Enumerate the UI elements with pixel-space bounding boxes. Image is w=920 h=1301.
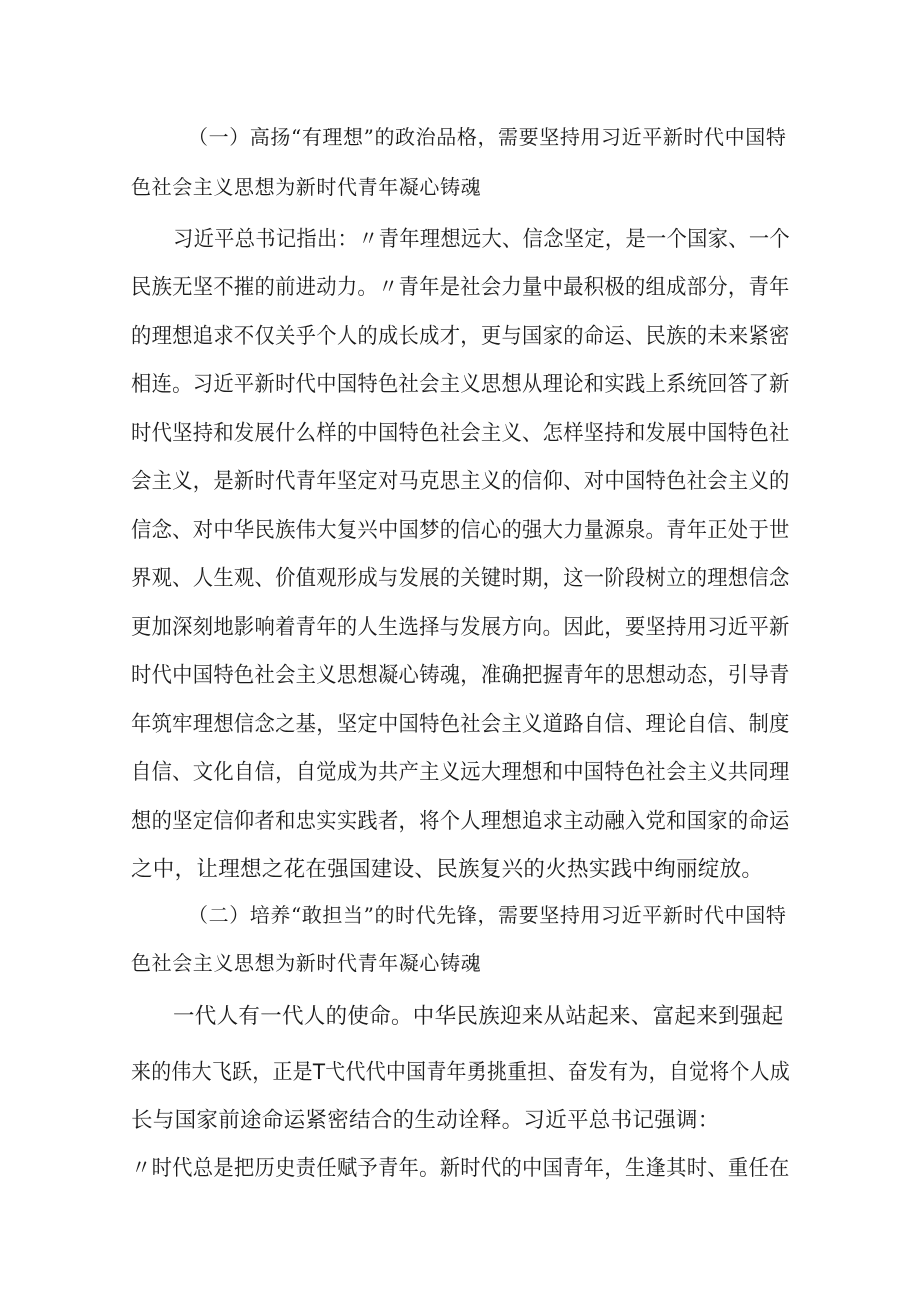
section-1-body-line-7: 信念、对中华民族伟大复兴中国梦的信心的强大力量源泉。青年正处于世 xyxy=(131,518,790,543)
section-2-body-line-1: 一代人有一代人的使命。中华民族迎来从站起来、富起来到强起 xyxy=(173,1004,784,1029)
section-1-heading-line-1: （一）高扬“有理想”的政治品格，需要坚持用习近平新时代中国特 xyxy=(188,125,787,149)
section-2-body-line-3: 长与国家前途命运紧密结合的生动诠释。习近平总书记强调： xyxy=(131,1108,720,1133)
section-1-body-line-8: 界观、人生观、价值观形成与发展的关键时期，这一阶段树立的理想信念 xyxy=(131,566,790,591)
section-1-body-line-2: 民族无坚不摧的前进动力。〃青年是社会力量中最积极的组成部分，青年 xyxy=(131,275,790,300)
section-2-heading-line-2: 色社会主义思想为新时代青年凝心铸魂 xyxy=(131,951,482,975)
section-1-body-line-11: 年筑牢理想信念之基，坚定中国特色社会主义道路自信、理论自信、制度 xyxy=(131,712,790,737)
section-2-body-line-2: 来的伟大飞跃，正是T弋代代中国青年勇挑重担、奋发有为，自觉将个人成 xyxy=(131,1060,791,1085)
section-1-body-line-3: 的理想追求不仅关乎个人的成长成才，更与国家的命运、民族的未来紧密 xyxy=(131,324,790,349)
section-1-heading-line-2: 色社会主义思想为新时代青年凝心铸魂 xyxy=(131,175,482,199)
section-1-body-line-5: 时代坚持和发展什么样的中国特色社会主义、怎样坚持和发展中国特色社 xyxy=(131,421,790,446)
section-1-body-line-1: 习近平总书记指出：〃青年理想远大、信念坚定，是一个国家、一个 xyxy=(173,227,790,252)
section-1-body-line-14: 之中，让理想之花在强国建设、民族复兴的火热实践中绚丽绽放。 xyxy=(131,857,764,882)
section-1-body-line-9: 更加深刻地影响着青年的人生选择与发展方向。因此，要坚持用习近平新 xyxy=(131,615,790,640)
section-2-body-line-4: 〃时代总是把历史责任赋予青年。新时代的中国青年，生逢其时、重任在 xyxy=(131,1156,790,1181)
section-1-body-line-10: 时代中国特色社会主义思想凝心铸魂，准确把握青年的思想动态，引导青 xyxy=(131,663,790,688)
section-1-body-line-12: 自信、文化自信，自觉成为共产主义远大理想和中国特色社会主义共同理 xyxy=(131,760,790,785)
section-1-body-line-6: 会主义，是新时代青年坚定对马克思主义的信仰、对中国特色社会主义的 xyxy=(131,469,790,494)
section-1-body-line-4: 相连。习近平新时代中国特色社会主义思想从理论和实践上系统回答了新 xyxy=(131,372,790,397)
section-1-body-line-13: 想的坚定信仰者和忠实实践者，将个人理想追求主动融入党和国家的命运 xyxy=(131,809,790,834)
section-2-heading-line-1: （二）培养“敢担当”的时代先锋，需要坚持用习近平新时代中国特 xyxy=(188,903,787,927)
